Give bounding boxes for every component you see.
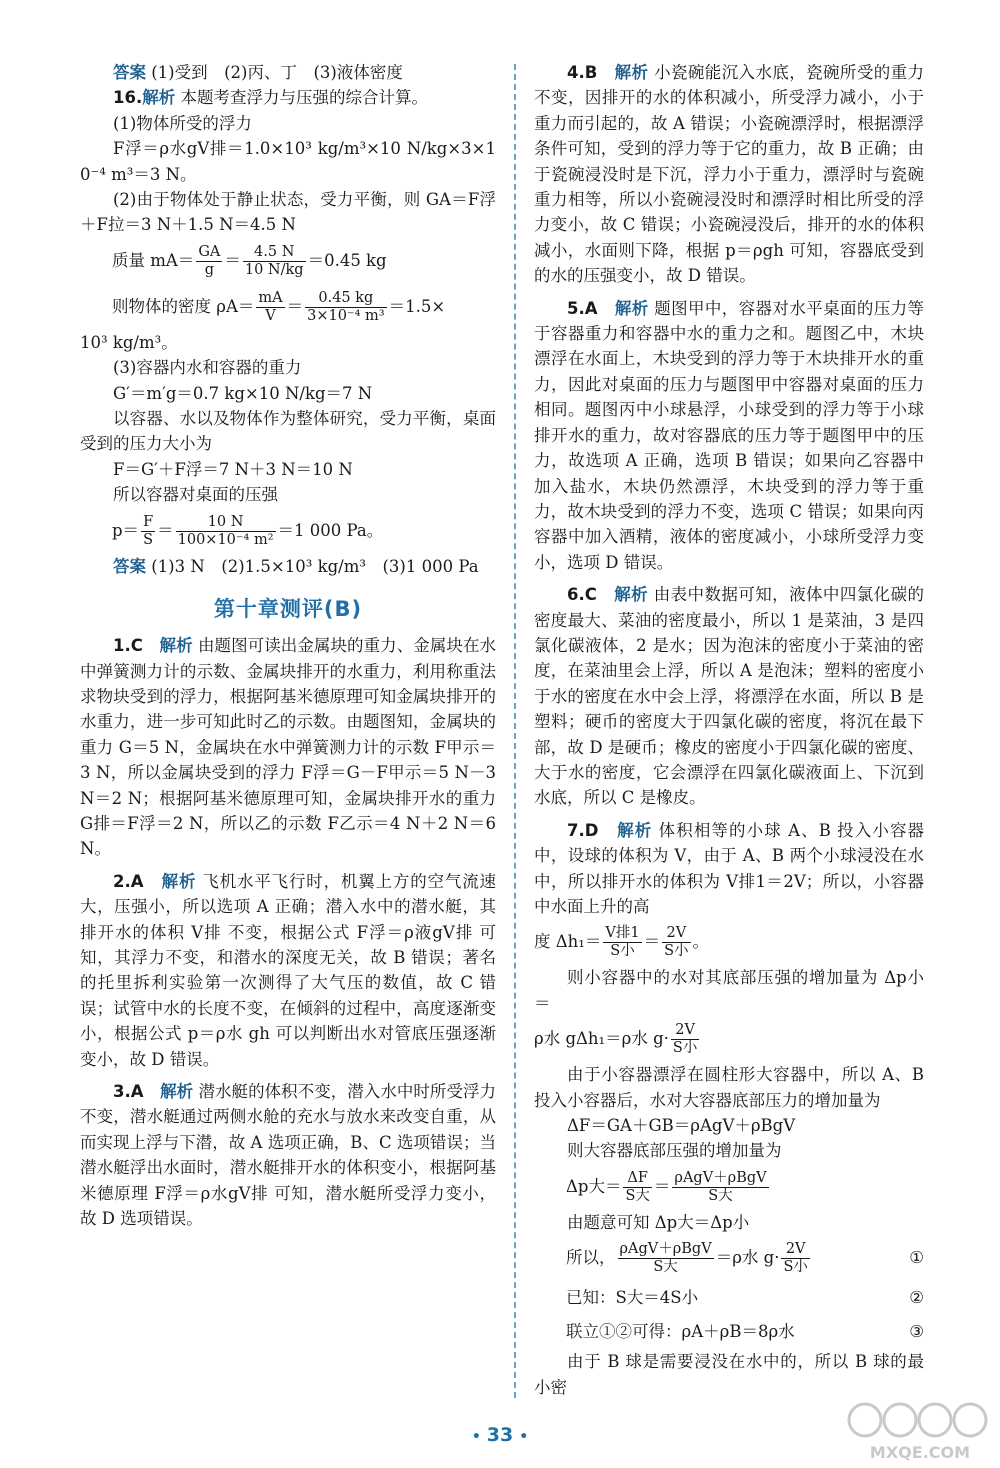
fraction: $\frac{F}{S}$ (143, 513, 154, 548)
q16-step3-eq: G′＝m′g＝0.7 kg×10 N/kg＝7 N (113, 383, 373, 403)
page-dot-left: • (471, 1429, 481, 1445)
fraction: $\frac{GA}{g}$ (198, 243, 221, 278)
q6-explanation: 6.C 解析 由表中数据可知，液体中四氯化碳的密度最大、菜油的密度最小，所以 1 是菜油，3 是四氯化碳液体，2 是水；因为泡沫的密度小于菜油的密度，在菜油里会上浮，所以 A 是泡沫；塑料的密度小于水的密度在水中会上浮，将漂浮在水面，所以 B 是塑料；硬币的密度大于四氯化碳的密度，将沉在最下部，故 D 是硬币；橡皮的密度小于四氯化碳的密度、大于水的密度，它会漂浮在四氯化碳液面上、下沉到水底，所以 C 是橡皮。 (534, 585, 925, 808)
q7-eq2: 已知：S大＝4S小 ② (534, 1281, 924, 1315)
q16-step3-eq2: F＝G′＋F浮＝7 N＋3 N＝10 N (113, 459, 353, 479)
q7-line2: 则小容器中的水对其底部压强的增加量为 Δp小＝ (534, 968, 924, 1013)
column-divider (514, 64, 516, 1398)
equation-marker: ① (909, 1248, 924, 1268)
svg-text:MXQE.COM: MXQE.COM (869, 1443, 971, 1462)
right-column (534, 60, 924, 1400)
equation-marker: ② (909, 1288, 924, 1308)
watermark-logo (845, 1396, 995, 1464)
page-dot-right: • (519, 1429, 529, 1445)
q16-step3-text: 以容器、水以及物体作为整体研究，受力平衡，桌面受到的压力大小为 (80, 409, 496, 454)
q7-line4: 由于小容器漂浮在圆柱形大容器中，所以 A、B 投入小容器后，水对大容器底部压力的增加量为 (534, 1065, 924, 1110)
q2-explanation: 2.A 解析 飞机水平飞行时，机翼上方的空气流速大，压强小，所以选项 A 正确；潜入水中的潜水艇，其排开水的体积 V排 不变，根据公式 F浮＝ρ液gV排 可知，其浮力不变，和潜水的深度无关，故 B 错误；著名的托里拆利实验第一次测得了大气压的数值，故 C 错误；试管中水的长度不变，在倾斜的过程中，高度逐渐变小，根据公式 p＝ρ水 gh 可以判断出水对管底压强逐渐变小，故 D 错误。 (80, 871, 497, 1069)
q5-explanation: 5.A 解析 题图甲中，容器对水平桌面的压力等于容器重力和容器中水的重力之和。题图乙中，木块漂浮在水面上，木块受到的浮力等于木块排开水的重力，因此对桌面的压力与题图甲中容器对桌面的压力相同。题图丙中小球悬浮，小球受到的浮力等于小球排开水的重力，故对容器底的压力等于题图甲中的压力，故选项 A 正确，选项 B 错误；如果向乙容器中加入盐水，木块仍然漂浮，木块受到的浮力等于重力，故木块受到的浮力不变，选项 C 错误；如果向丙容器中加入酒精，液体的密度减小，小球所受浮力变小，选项 D 错误。 (534, 298, 925, 572)
q16-pressure-eq: p＝ $\frac{F}{S}$ ＝ $\frac{10 N}{\text{100×10⁻⁴ m²}}$ ＝1 000 Pa。 (112, 513, 384, 548)
q7-line5: 则大容器底部压强的增加量为 (567, 1141, 782, 1161)
page-number (440, 1424, 560, 1446)
q16-mass-eq: 质量 mA＝ $\frac{GA}{g}$ ＝ $\frac{4.5 N}{10 N/kg}$ ＝0.45 kg (112, 243, 387, 278)
q7-line6: 由题意可知 Δp大＝Δp小 (567, 1212, 750, 1232)
q3-explanation: 3.A 解析 潜水艇的体积不变，潜入水中时所受浮力不变，潜水艇通过两侧水舱的充水与放水来改变自重，从而实现上浮与下潜，故 A 选项正确，B、C 选项错误；当潜水艇浮出水面时，潜水艇排开水的体积变小，根据阿基米德原理 F浮＝ρ水gV排 可知，潜水艇所受浮力变小，故 D 选项错误。 (80, 1082, 497, 1229)
q16-step2: (2)由于物体处于静止状态，受力平衡，则 GA＝F浮＋F拉＝3 N＋1.5 N＝4.5 N (80, 190, 496, 235)
page-number-value: 33 (486, 1424, 514, 1446)
q16-step3: (3)容器内水和容器的重力 (113, 358, 302, 378)
q7-explanation: 7.D 解析 体积相等的小球 A、B 投入小容器中，设球的体积为 V，由于 A、B 两个小球浸没在水中，所以排开水的体积为 V排1＝2V；所以，小容器中水面上升的高 (534, 820, 925, 916)
q7-line3: ρ水 gΔh₁＝ρ水 g· $\frac{2V}{\text{S小}}$ (534, 1022, 698, 1057)
fraction: $\frac{\Delta F}{\text{S大}}$ (625, 1169, 650, 1204)
fraction: $\frac{\text{ρAgV＋ρBgV}}{\text{S大}}$ (674, 1169, 767, 1204)
section-title: 第十章测评(B) (213, 597, 363, 622)
fraction: $\frac{4.5 N}{10 N/kg}$ (244, 243, 304, 278)
q7-eq-dF: ΔF＝GA＋GB＝ρAgV＋ρBgV (567, 1116, 796, 1136)
q16-step3-text2: 所以容器对桌面的压强 (113, 485, 278, 505)
q16-step1-eq: F浮＝ρ水gV排＝1.0×10³ kg/m³×10 N/kg×3×10⁻⁴ m³＝3 N。 (80, 139, 496, 184)
fraction: $\frac{\text{ρAgV＋ρBgV}}{\text{S大}}$ (619, 1241, 712, 1276)
fraction: $\frac{mA}{V}$ (258, 289, 283, 324)
answer-16: 答案 (1)3 N (2)1.5×10³ kg/m³ (3)1 000 Pa (113, 556, 479, 576)
fraction: $\frac{2V}{\text{S小}}$ (783, 1241, 808, 1276)
q7-dh-eq: 度 Δh₁＝ $\frac{\text{V排1}}{\text{S小}}$ ＝ $\frac{2V}{\text{S小}}$ 。 (534, 925, 710, 960)
q16-density-cont: 10³ kg/m³。 (80, 332, 178, 352)
fraction: $\frac{2V}{\text{S小}}$ (664, 925, 689, 960)
left-column (80, 60, 496, 1231)
q16-header: 16.解析 本题考查浮力与压强的综合计算。 (113, 88, 428, 108)
answer-15: 答案 (1)受到 (2)丙、丁 (3)液体密度 (113, 63, 403, 82)
equation-marker: ③ (909, 1322, 924, 1342)
q7-dp-eq: Δp大＝ $\frac{\Delta F}{\text{S大}}$ ＝ $\frac{\text{ρAgV＋ρBgV}}{\text{S大}}$ (566, 1169, 767, 1204)
q7-eq1: 所以， $\frac{\text{ρAgV＋ρBgV}}{\text{S大}}$ ＝ρ水 g· $\frac{2V}{\text{S小}}$ ① (534, 1235, 924, 1281)
q4-explanation: 4.B 解析 小瓷碗能沉入水底，瓷碗所受的重力不变，因排开的水的体积减小，所受浮力减小，小于重力而引起的，故 A 错误；小瓷碗漂浮时，根据漂浮条件可知，受到的浮力等于它的重力，故 B 正确；由于瓷碗浸没时是下沉，浮力小于重力，漂浮时与瓷碗重力相等，所以小瓷碗浸没时和漂浮时相比所受的浮力变小，故 C 错误；小瓷碗浸没后，排开的水的体积减小，水面则下降，根据 p＝ρgh 可知，容器底受到的水的压强变小，故 D 错误。 (534, 63, 925, 286)
fraction: $\frac{\text{V排1}}{\text{S小}}$ (605, 925, 640, 960)
fraction: $\frac{10 N}{\text{100×10⁻⁴ m²}}$ (177, 513, 274, 548)
fraction: $\frac{0.45 kg}{\text{3×10⁻⁴ m³}}$ (307, 289, 385, 324)
fraction: $\frac{2V}{\text{S小}}$ (672, 1022, 698, 1057)
q1-explanation: 1.C 解析 由题图可读出金属块的重力、金属块在水中弹簧测力计的示数、金属块排开的水重力，利用称重法求物块受到的浮力，根据阿基米德原理可知金属块排开的水重力，进一步可知此时乙的示数。由题图知，金属块的重力 G＝5 N，金属块在水中弹簧测力计的示数 F甲示＝3 N，所以金属块受到的浮力 F浮＝G－F甲示＝5 N－3 N＝2 N；根据阿基米德原理可知，金属块排开水的重力 G排＝F浮＝2 N，所以乙的示数 F乙示＝4 N＋2 N＝6 N。 (80, 636, 497, 859)
q7-eq3: 联立①②可得：ρA＋ρB＝8ρ水 ③ (534, 1315, 924, 1349)
q7-last-line: 由于 B 球是需要浸没在水中的，所以 B 球的最小密 (534, 1352, 924, 1397)
q16-step1: (1)物体所受的浮力 (113, 113, 252, 133)
q16-density-eq: 则物体的密度 ρA＝ $\frac{mA}{V}$ ＝ $\frac{0.45 kg}{\text{3×10⁻⁴ m³}}$ ＝1.5× (112, 289, 446, 324)
